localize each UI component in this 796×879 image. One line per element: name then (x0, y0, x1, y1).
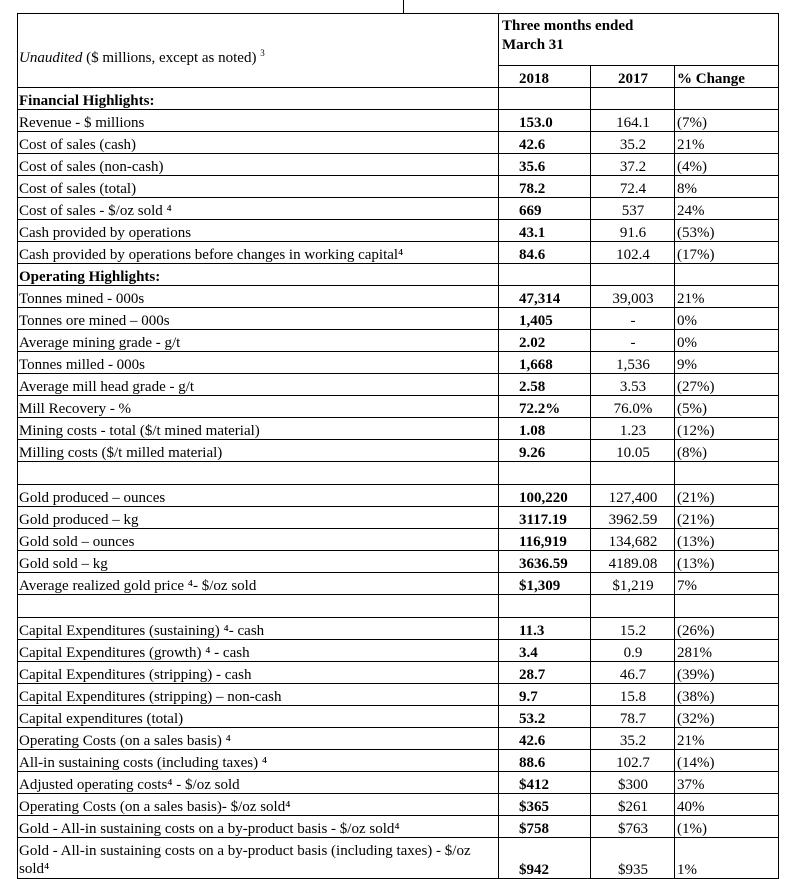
value-2018: 9.7 (499, 684, 591, 706)
table-row (18, 198, 779, 220)
table-row (18, 838, 779, 879)
row-label: Operating Costs (on a sales basis)- $/oz sold⁴ (18, 794, 499, 816)
row-label: Gold produced – kg (18, 507, 499, 529)
table-row (18, 750, 779, 772)
table-row (18, 618, 779, 640)
row-label: Capital Expenditures (sustaining) ⁴- cash (18, 618, 499, 640)
row-label: Gold - All-in sustaining costs on a by-product basis - $/oz sold⁴ (18, 816, 499, 838)
year-header-blank (18, 66, 499, 88)
section-blank-cell (591, 88, 675, 110)
row-label: Tonnes mined - 000s (18, 286, 499, 308)
table-row (18, 242, 779, 264)
value-2018: 42.6 (499, 728, 591, 750)
period-line-2: March 31 (502, 37, 564, 53)
value-2017: 46.7 (591, 662, 675, 684)
table-row (18, 551, 779, 573)
section-blank-cell (591, 264, 675, 286)
value-2017: $261 (591, 794, 675, 816)
value-2018: 3636.59 (499, 551, 591, 573)
value-2018: 35.6 (499, 154, 591, 176)
row-label: Milling costs ($/t milled material) (18, 440, 499, 462)
row-label: Mining costs - total ($/t mined material) (18, 418, 499, 440)
value-2017: 76.0% (591, 396, 675, 418)
value-2018: 84.6 (499, 242, 591, 264)
units-note (18, 14, 499, 66)
value-2017: 3962.59 (591, 507, 675, 529)
table-row (18, 529, 779, 551)
row-label: Mill Recovery - % (18, 396, 499, 418)
value-change: 9% (675, 352, 779, 374)
col-2018-header: 2018 (499, 66, 591, 88)
table-row (18, 308, 779, 330)
table-row (18, 794, 779, 816)
value-2017: $300 (591, 772, 675, 794)
header-row (18, 14, 779, 66)
value-change: 21% (675, 728, 779, 750)
value-2018: 1,405 (499, 308, 591, 330)
section-blank-cell (499, 88, 591, 110)
table-row (18, 330, 779, 352)
row-label: Average mill head grade - g/t (18, 374, 499, 396)
row-label: Capital Expenditures (stripping) - cash (18, 662, 499, 684)
value-2018: 153.0 (499, 110, 591, 132)
spacer-cell (591, 462, 675, 485)
value-change: (53%) (675, 220, 779, 242)
value-change: 281% (675, 640, 779, 662)
table-row (18, 662, 779, 684)
value-change: (38%) (675, 684, 779, 706)
value-2017: $1,219 (591, 573, 675, 595)
value-2017: 537 (591, 198, 675, 220)
row-label: Average mining grade - g/t (18, 330, 499, 352)
value-2017: 102.7 (591, 750, 675, 772)
value-change: 24% (675, 198, 779, 220)
spacer-cell (591, 595, 675, 618)
table-row (18, 286, 779, 308)
value-2018: 2.58 (499, 374, 591, 396)
value-change: 0% (675, 308, 779, 330)
value-2017: 37.2 (591, 154, 675, 176)
value-2018: 47,314 (499, 286, 591, 308)
value-change: (4%) (675, 154, 779, 176)
value-2018: $758 (499, 816, 591, 838)
value-2018: 72.2% (499, 396, 591, 418)
value-2018: $942 (499, 838, 591, 879)
table-row (18, 396, 779, 418)
table-row (18, 374, 779, 396)
value-2018: 78.2 (499, 176, 591, 198)
row-label: Cost of sales (cash) (18, 132, 499, 154)
value-change: (32%) (675, 706, 779, 728)
unaudited-label: Unaudited (19, 49, 83, 66)
table-row (18, 573, 779, 595)
row-label: Gold produced – ounces (18, 485, 499, 507)
row-label: Capital Expenditures (stripping) – non-cash (18, 684, 499, 706)
value-change: (27%) (675, 374, 779, 396)
highlights-table (17, 13, 779, 879)
table-row (18, 485, 779, 507)
section-blank-cell (499, 264, 591, 286)
value-change: 21% (675, 132, 779, 154)
row-label: Capital expenditures (total) (18, 706, 499, 728)
value-2017: 164.1 (591, 110, 675, 132)
row-label: Cost of sales (total) (18, 176, 499, 198)
table-row (18, 418, 779, 440)
table-row (18, 507, 779, 529)
top-divider (403, 0, 404, 13)
value-change: 21% (675, 286, 779, 308)
row-label: Cost of sales (non-cash) (18, 154, 499, 176)
table-row (18, 132, 779, 154)
spacer-cell (675, 462, 779, 485)
value-2017: 10.05 (591, 440, 675, 462)
table-row (18, 772, 779, 794)
value-change: (12%) (675, 418, 779, 440)
row-label: Revenue - $ millions (18, 110, 499, 132)
value-2018: 669 (499, 198, 591, 220)
value-change: (26%) (675, 618, 779, 640)
value-2017: 1.23 (591, 418, 675, 440)
table-row (18, 706, 779, 728)
value-2018: 116,919 (499, 529, 591, 551)
table-row (18, 154, 779, 176)
period-header (499, 14, 779, 66)
value-2017: 3.53 (591, 374, 675, 396)
value-2018: $365 (499, 794, 591, 816)
value-2018: 9.26 (499, 440, 591, 462)
section-title-row (18, 264, 779, 286)
table-row (18, 220, 779, 242)
section-title-row (18, 88, 779, 110)
value-2017: 35.2 (591, 132, 675, 154)
period-line-1: Three months ended (502, 18, 634, 34)
table-row (18, 816, 779, 838)
spacer-row (18, 595, 779, 618)
year-header-row (18, 66, 779, 88)
value-change: (5%) (675, 396, 779, 418)
value-2017: $763 (591, 816, 675, 838)
row-label: Cost of sales - $/oz sold ⁴ (18, 198, 499, 220)
section-title: Operating Highlights: (18, 264, 499, 286)
row-label: Average realized gold price ⁴- $/oz sold (18, 573, 499, 595)
row-label: Cash provided by operations (18, 220, 499, 242)
value-2017: - (591, 308, 675, 330)
value-change: 7% (675, 573, 779, 595)
section-blank-cell (675, 264, 779, 286)
table-row (18, 176, 779, 198)
value-2018: 28.7 (499, 662, 591, 684)
row-label: Capital Expenditures (growth) ⁴ - cash (18, 640, 499, 662)
table-row (18, 352, 779, 374)
table-row (18, 440, 779, 462)
spacer-cell (499, 462, 591, 485)
value-2018: 11.3 (499, 618, 591, 640)
value-change: (21%) (675, 485, 779, 507)
value-2017: 78.7 (591, 706, 675, 728)
value-change: 1% (675, 838, 779, 879)
row-label: Gold - All-in sustaining costs on a by-product basis (including taxes) - $/oz sold⁴ (18, 838, 499, 879)
value-2018: 42.6 (499, 132, 591, 154)
value-change: (39%) (675, 662, 779, 684)
row-label: Tonnes milled - 000s (18, 352, 499, 374)
value-2018: 1,668 (499, 352, 591, 374)
value-2018: 1.08 (499, 418, 591, 440)
table-row (18, 640, 779, 662)
value-2017: 15.8 (591, 684, 675, 706)
value-2017: 35.2 (591, 728, 675, 750)
table-row (18, 684, 779, 706)
section-blank-cell (675, 88, 779, 110)
value-2017: - (591, 330, 675, 352)
table-row (18, 728, 779, 750)
value-2018: 53.2 (499, 706, 591, 728)
value-2018: 43.1 (499, 220, 591, 242)
value-change: (13%) (675, 551, 779, 573)
value-2018: 100,220 (499, 485, 591, 507)
spacer-row (18, 462, 779, 485)
units-label: ($ millions, except as noted) (82, 49, 261, 66)
value-2017: 15.2 (591, 618, 675, 640)
col-2017-header: 2017 (591, 66, 675, 88)
value-2017: 1,536 (591, 352, 675, 374)
row-label: Tonnes ore mined – 000s (18, 308, 499, 330)
value-2018: 88.6 (499, 750, 591, 772)
value-change: (14%) (675, 750, 779, 772)
value-change: 37% (675, 772, 779, 794)
row-label: Operating Costs (on a sales basis) ⁴ (18, 728, 499, 750)
value-2017: 134,682 (591, 529, 675, 551)
row-label: Cash provided by operations before changes in working capital⁴ (18, 242, 499, 264)
value-2017: 127,400 (591, 485, 675, 507)
row-label: Gold sold – kg (18, 551, 499, 573)
value-change: (1%) (675, 816, 779, 838)
row-label: Gold sold – ounces (18, 529, 499, 551)
row-label: Adjusted operating costs⁴ - $/oz sold (18, 772, 499, 794)
value-2017: 39,003 (591, 286, 675, 308)
value-2017: 91.6 (591, 220, 675, 242)
value-change: (8%) (675, 440, 779, 462)
value-2017: 0.9 (591, 640, 675, 662)
value-change: 8% (675, 176, 779, 198)
value-2018: 3117.19 (499, 507, 591, 529)
value-2017: 4189.08 (591, 551, 675, 573)
value-change: (21%) (675, 507, 779, 529)
value-change: (7%) (675, 110, 779, 132)
spacer-cell (18, 595, 499, 618)
value-change: (17%) (675, 242, 779, 264)
footnote-ref: 3 (260, 47, 265, 58)
row-label: All-in sustaining costs (including taxes) ⁴ (18, 750, 499, 772)
value-2018: 2.02 (499, 330, 591, 352)
value-change: 40% (675, 794, 779, 816)
spacer-cell (18, 462, 499, 485)
section-title: Financial Highlights: (18, 88, 499, 110)
value-2018: 3.4 (499, 640, 591, 662)
spacer-cell (499, 595, 591, 618)
value-2017: 102.4 (591, 242, 675, 264)
value-2018: $1,309 (499, 573, 591, 595)
value-2017: $935 (591, 838, 675, 879)
table-row (18, 110, 779, 132)
value-change: (13%) (675, 529, 779, 551)
value-2018: $412 (499, 772, 591, 794)
value-2017: 72.4 (591, 176, 675, 198)
col-change-header: % Change (675, 66, 779, 88)
spacer-cell (675, 595, 779, 618)
value-change: 0% (675, 330, 779, 352)
